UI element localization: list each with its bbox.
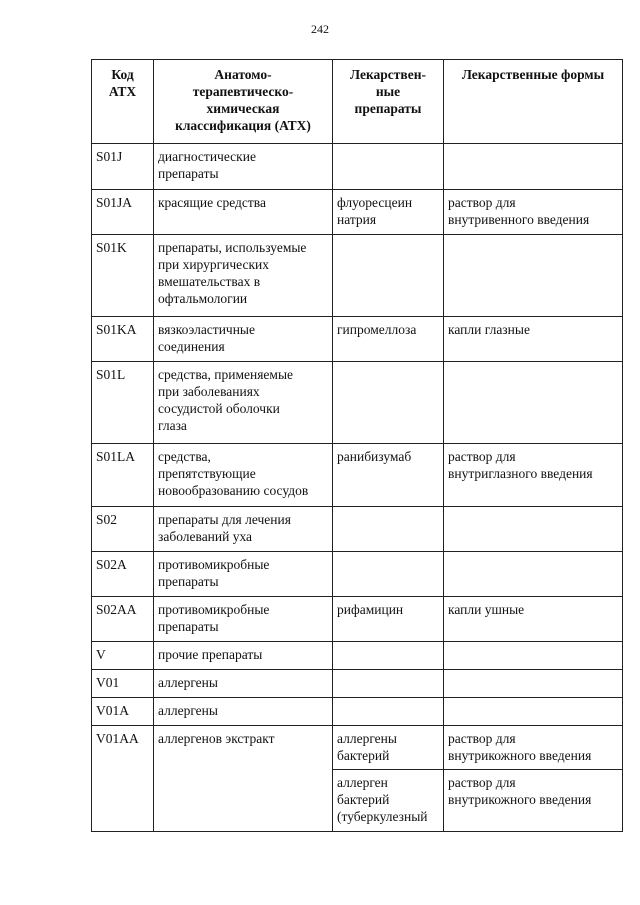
table-row bbox=[92, 726, 623, 770]
atc-code-cell: V01A bbox=[92, 698, 154, 726]
table-row bbox=[92, 362, 623, 444]
dosage-form-cell bbox=[444, 670, 623, 698]
drug-cell bbox=[333, 670, 444, 698]
table-row bbox=[92, 597, 623, 642]
atc-name-cell: красящие средства bbox=[154, 190, 333, 235]
atc-code-cell: V01AA bbox=[92, 726, 154, 832]
atc-code-cell: S01L bbox=[92, 362, 154, 444]
table-row bbox=[92, 144, 623, 190]
drug-cell bbox=[333, 642, 444, 670]
atc-name-cell: аллергенов экстракт bbox=[154, 726, 333, 832]
table-row bbox=[92, 642, 623, 670]
dosage-form-cell: капли глазные bbox=[444, 317, 623, 362]
header-drugs: Лекарствен- ные препараты bbox=[333, 60, 444, 144]
atc-name-cell: аллергены bbox=[154, 670, 333, 698]
drug-cell: рифамицин bbox=[333, 597, 444, 642]
header-atc-code: Код АТХ bbox=[92, 60, 154, 144]
drug-cell: аллергены бактерий bbox=[333, 726, 444, 770]
drug-cell: гипромеллоза bbox=[333, 317, 444, 362]
dosage-form-cell bbox=[444, 362, 623, 444]
atc-name-cell: аллергены bbox=[154, 698, 333, 726]
atc-code-cell: S01J bbox=[92, 144, 154, 190]
atc-name-cell: диагностические препараты bbox=[154, 144, 333, 190]
atc-name-cell: противомикробные препараты bbox=[154, 552, 333, 597]
drug-cell bbox=[333, 362, 444, 444]
atc-code-cell: S02 bbox=[92, 507, 154, 552]
table-header-row bbox=[92, 60, 623, 144]
table-row bbox=[92, 670, 623, 698]
table-row bbox=[92, 190, 623, 235]
atc-classification-table bbox=[91, 59, 623, 832]
dosage-form-cell bbox=[444, 235, 623, 317]
drug-cell bbox=[333, 235, 444, 317]
atc-name-cell: прочие препараты bbox=[154, 642, 333, 670]
table-row bbox=[92, 444, 623, 507]
atc-name-cell: препараты, используемые при хирургических вмешательствах в офтальмологии bbox=[154, 235, 333, 317]
atc-code-cell: S01KA bbox=[92, 317, 154, 362]
atc-code-cell: S01LA bbox=[92, 444, 154, 507]
atc-name-cell: противомикробные препараты bbox=[154, 597, 333, 642]
atc-code-cell: S01K bbox=[92, 235, 154, 317]
drug-cell bbox=[333, 144, 444, 190]
atc-name-cell: вязкоэластичные соединения bbox=[154, 317, 333, 362]
atc-code-cell: S02A bbox=[92, 552, 154, 597]
dosage-form-cell bbox=[444, 144, 623, 190]
atc-code-cell: V bbox=[92, 642, 154, 670]
drug-cell bbox=[333, 507, 444, 552]
page-number: 242 bbox=[311, 22, 329, 36]
atc-code-cell: S01JA bbox=[92, 190, 154, 235]
drug-cell: аллерген бактерий (туберкулезный bbox=[333, 770, 444, 832]
dosage-form-cell: раствор для внутривенного введения bbox=[444, 190, 623, 235]
dosage-form-cell bbox=[444, 552, 623, 597]
table-row bbox=[92, 317, 623, 362]
dosage-form-cell: раствор для внутрикожного введения bbox=[444, 726, 623, 770]
atc-name-cell: средства, применяемые при заболеваниях сосудистой оболочки глаза bbox=[154, 362, 333, 444]
atc-code-cell: V01 bbox=[92, 670, 154, 698]
dosage-form-cell: раствор для внутрикожного введения bbox=[444, 770, 623, 832]
atc-name-cell: средства, препятствующие новообразованию сосудов bbox=[154, 444, 333, 507]
header-dosage-forms: Лекарственные формы bbox=[444, 60, 623, 144]
dosage-form-cell: капли ушные bbox=[444, 597, 623, 642]
table-row bbox=[92, 552, 623, 597]
atc-code-cell: S02AA bbox=[92, 597, 154, 642]
dosage-form-cell bbox=[444, 507, 623, 552]
table-row bbox=[92, 698, 623, 726]
drug-cell bbox=[333, 552, 444, 597]
atc-name-cell: препараты для лечения заболеваний уха bbox=[154, 507, 333, 552]
dosage-form-cell bbox=[444, 698, 623, 726]
table-row bbox=[92, 507, 623, 552]
drug-cell bbox=[333, 698, 444, 726]
drug-cell: ранибизумаб bbox=[333, 444, 444, 507]
header-atc-classification: Анатомо- терапевтическо- химическая классификация (АТХ) bbox=[154, 60, 333, 144]
dosage-form-cell bbox=[444, 642, 623, 670]
dosage-form-cell: раствор для внутриглазного введения bbox=[444, 444, 623, 507]
table-row bbox=[92, 235, 623, 317]
drug-cell: флуоресцеин натрия bbox=[333, 190, 444, 235]
